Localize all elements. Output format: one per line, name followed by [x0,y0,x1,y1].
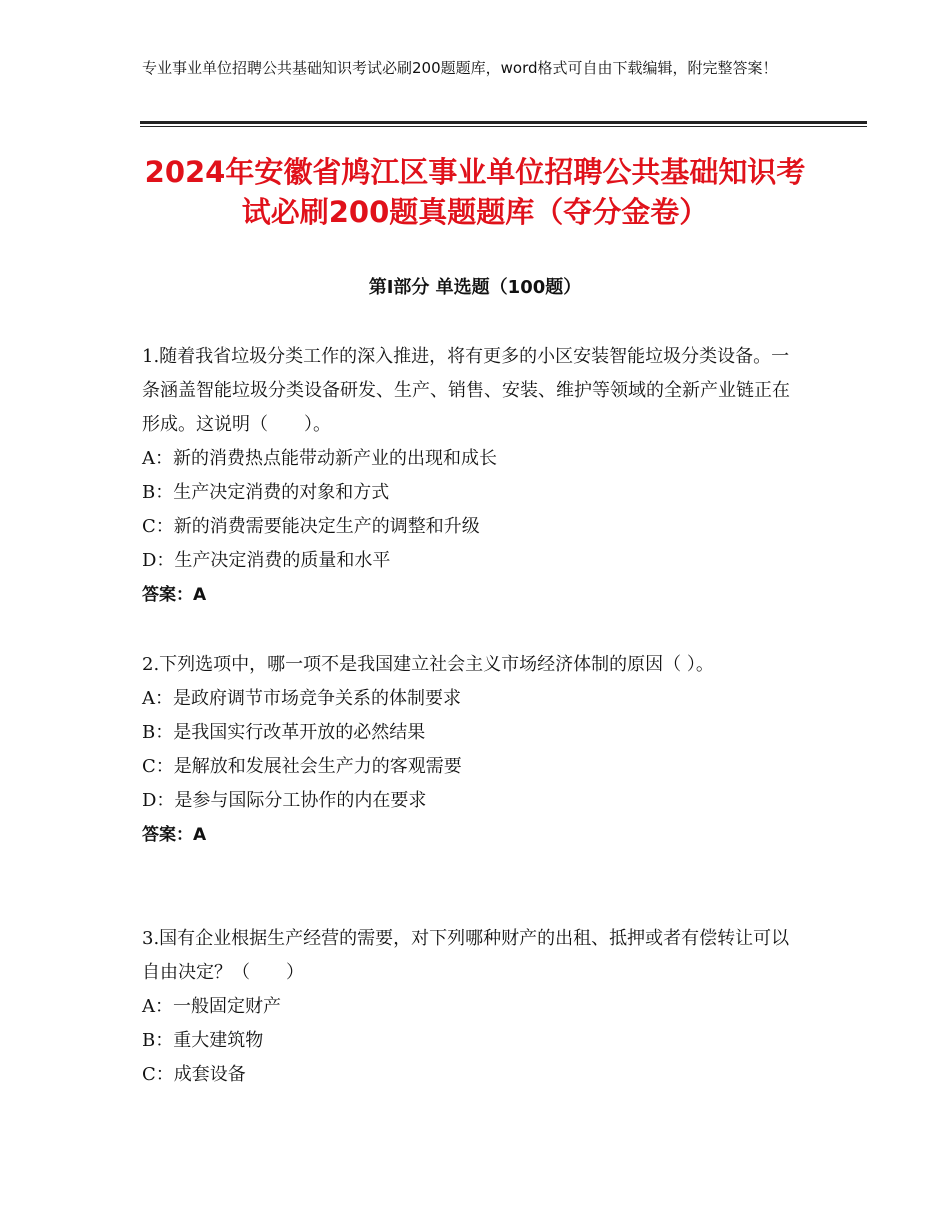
section-heading: 第Ⅰ部分 单选题（100题） [368,277,582,298]
option-c: C：是解放和发展社会生产力的客观需要 [142,756,462,777]
option-c: C：成套设备 [142,1064,246,1085]
header-divider-thick [140,121,867,124]
option-a: A：一般固定财产 [142,996,281,1017]
question-1 [142,340,802,612]
option-b: B：生产决定消费的对象和方式 [142,482,390,503]
question-stem: 2.下列选项中，哪一项不是我国建立社会主义市场经济体制的原因（ ）。 [142,654,714,675]
question-2 [142,648,802,852]
option-d: D：生产决定消费的质量和水平 [142,550,391,571]
option-c: C：新的消费需要能决定生产的调整和升级 [142,516,480,537]
option-a: A：新的消费热点能带动新产业的出现和成长 [142,448,497,469]
option-b: B：重大建筑物 [142,1030,264,1051]
option-a: A：是政府调节市场竞争关系的体制要求 [142,688,461,709]
question-3 [142,922,802,1092]
question-stem: 3.国有企业根据生产经营的需要，对下列哪种财产的出租、抵押或者有偿转让可以自由决定？（ ） [142,928,790,983]
document-title: 2024年安徽省鸠江区事业单位招聘公共基础知识考试必刷200题真题题库（夺分金卷） [144,155,806,229]
question-stem: 1.随着我省垃圾分类工作的深入推进，将有更多的小区安装智能垃圾分类设备。一条涵盖智能垃圾分类设备研发、生产、销售、安装、维护等领域的全新产业链正在形成。这说明（ ）。 [142,346,790,435]
answer: 答案：A [142,825,207,845]
answer: 答案：A [142,585,207,605]
header-divider-thin [140,126,867,127]
option-d: D：是参与国际分工协作的内在要求 [142,790,427,811]
header-note: 专业事业单位招聘公共基础知识考试必刷200题题库，word格式可自由下载编辑，附完整答案！ [142,59,778,77]
option-b: B：是我国实行改革开放的必然结果 [142,722,426,743]
